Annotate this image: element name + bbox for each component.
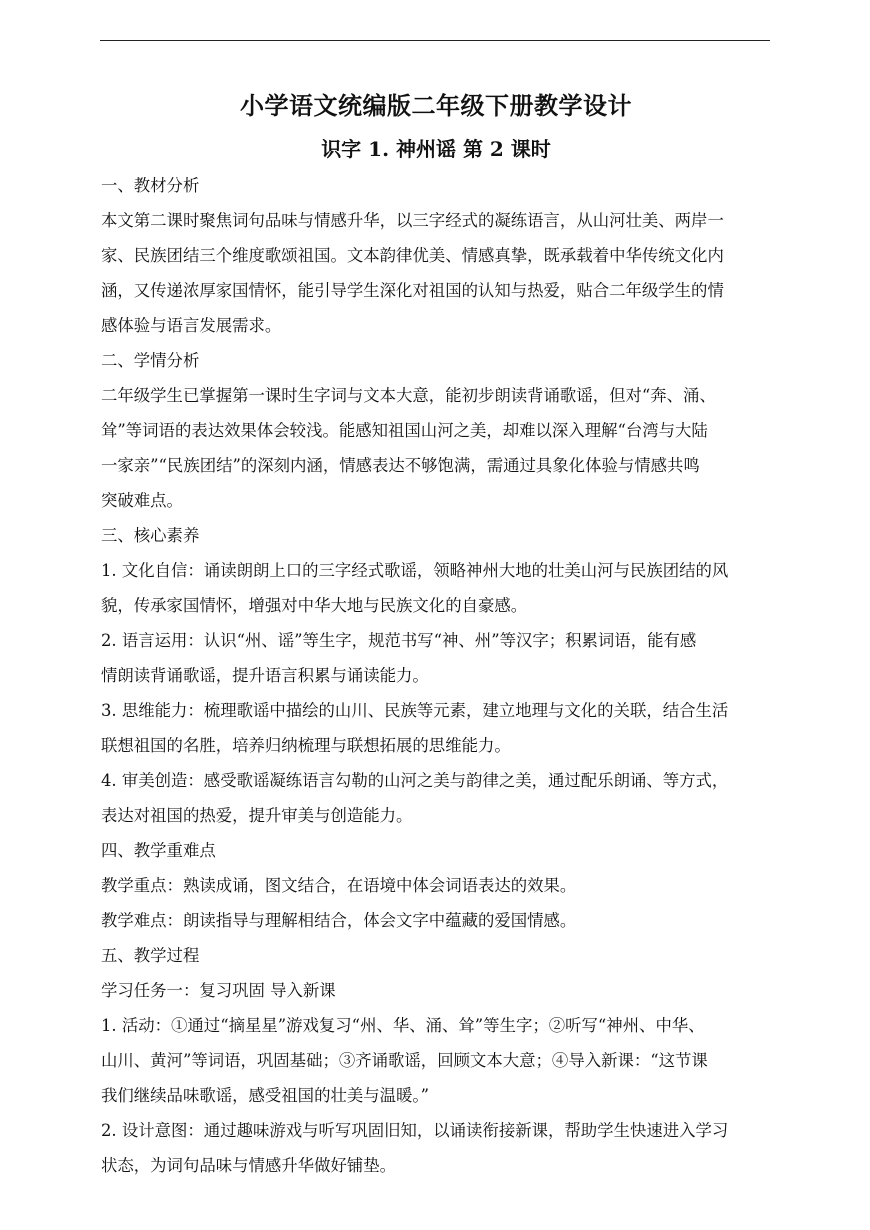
paragraph-line: 表达对祖国的热爱，提升审美与创造能力。: [101, 806, 413, 825]
paragraph-line: 貌，传承家国情怀，增强对中华大地与民族文化的自豪感。: [101, 596, 528, 615]
paragraph-line: 1. 活动：①通过“摘星星”游戏复习“州、华、涌、耸”等生字；②听写“神州、中华、: [101, 1016, 705, 1035]
paragraph-line: 涵，又传递浓厚家国情怀，能引导学生深化对祖国的认知与热爱，贴合二年级学生的情: [101, 281, 724, 300]
document-content: [101, 86, 771, 1183]
paragraph-line: 1. 文化自信：诵读朗朗上口的三字经式歌谣，领略神州大地的壮美山河与民族团结的风: [101, 561, 729, 580]
paragraph-line: 3. 思维能力：梳理歌谣中描绘的山川、民族等元素，建立地理与文化的关联，结合生活: [101, 701, 729, 720]
paragraph-line: 状态，为词句品味与情感升华做好铺垫。: [101, 1156, 397, 1175]
section-heading-core-literacy: 三、核心素养: [101, 526, 200, 545]
paragraph-line: 我们继续品味歌谣，感受祖国的壮美与温暖。”: [101, 1086, 429, 1105]
paragraph-line: 一家亲”“民族团结”的深刻内涵，情感表达不够饱满，需通过具象化体验与情感共鸣: [101, 456, 700, 475]
paragraph-line: 教学重点：熟读成诵，图文结合，在语境中体会词语表达的效果。: [101, 876, 577, 895]
section-heading-key-difficulties: 四、教学重难点: [101, 841, 216, 860]
paragraph-line: 本文第二课时聚焦词句品味与情感升华，以三字经式的凝练语言，从山河壮美、两岸一: [101, 211, 724, 230]
paragraph-line: 4. 审美创造：感受歌谣凝练语言勾勒的山河之美与韵律之美，通过配乐朗诵、等方式，: [101, 771, 729, 790]
header-rule: [100, 40, 770, 41]
paragraph-line: 二年级学生已掌握第一课时生字词与文本大意，能初步朗读背诵歌谣，但对“奔、涌、: [101, 386, 716, 405]
paragraph-line: 突破难点。: [101, 491, 183, 510]
paragraph-line: 耸”等词语的表达效果体会较浅。能感知祖国山河之美，却难以深入理解“台湾与大陆: [101, 421, 708, 440]
task-heading: 学习任务一：复习巩固 导入新课: [101, 981, 336, 1000]
paragraph-line: 联想祖国的名胜，培养归纳梳理与联想拓展的思维能力。: [101, 736, 511, 755]
paragraph-line: 山川、黄河”等词语，巩固基础；③齐诵歌谣，回顾文本大意；④导入新课：“这节课: [101, 1051, 708, 1070]
paragraph-line: 情朗读背诵歌谣，提升语言积累与诵读能力。: [101, 666, 429, 685]
section-heading-student-analysis: 二、学情分析: [101, 351, 200, 370]
paragraph-line: 教学难点：朗读指导与理解相结合，体会文字中蕴藏的爱国情感。: [101, 911, 577, 930]
document-title: 小学语文统编版二年级下册教学设计: [240, 91, 632, 120]
section-heading-teaching-process: 五、教学过程: [101, 946, 200, 965]
paragraph-line: 2. 语言运用：认识“州、谣”等生字，规范书写“神、州”等汉字；积累词语，能有感: [101, 631, 697, 650]
lesson-subtitle: 识字 1. 神州谣 第 2 课时: [321, 137, 551, 161]
paragraph-line: 家、民族团结三个维度歌颂祖国。文本韵律优美、情感真挚，既承载着中华传统文化内: [101, 246, 724, 265]
paragraph-line: 2. 设计意图：通过趣味游戏与听写巩固旧知，以诵读衔接新课，帮助学生快速进入学习: [101, 1121, 729, 1140]
paragraph-line: 感体验与语言发展需求。: [101, 316, 282, 335]
section-heading-textbook-analysis: 一、教材分析: [101, 176, 200, 195]
